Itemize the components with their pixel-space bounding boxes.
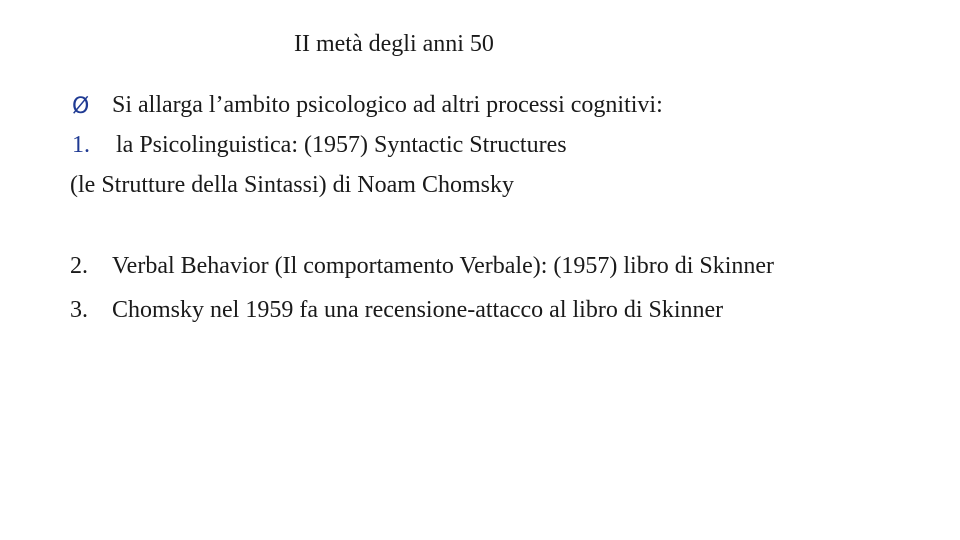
list-marker-2: 2. [70,253,88,279]
arrow-bullet-icon: Ø [72,94,90,119]
list-item-3-text: Chomsky nel 1959 fa una recensione-attacco al libro di Skinner [112,297,724,323]
slide-title: II metà degli anni 50 [294,31,494,57]
list-item-3 [70,296,870,324]
list-item-1 [72,130,567,160]
continuation-text: (le Strutture della Sintassi) di Noam Chomsky [70,172,514,198]
list-item-1-text: la Psicolinguistica: (1957) Syntactic Structures [116,132,567,158]
list-marker-1: 1. [72,132,90,158]
list-marker-3: 3. [70,297,88,323]
numbered-list [70,252,870,324]
list-item-2 [70,252,870,280]
bullet-text: Si allarga l’ambito psicologico ad altri processi cognitivi: [112,92,663,118]
list-item-2-text: Verbal Behavior (Il comportamento Verbale): (1957) libro di Skinner [112,253,775,279]
